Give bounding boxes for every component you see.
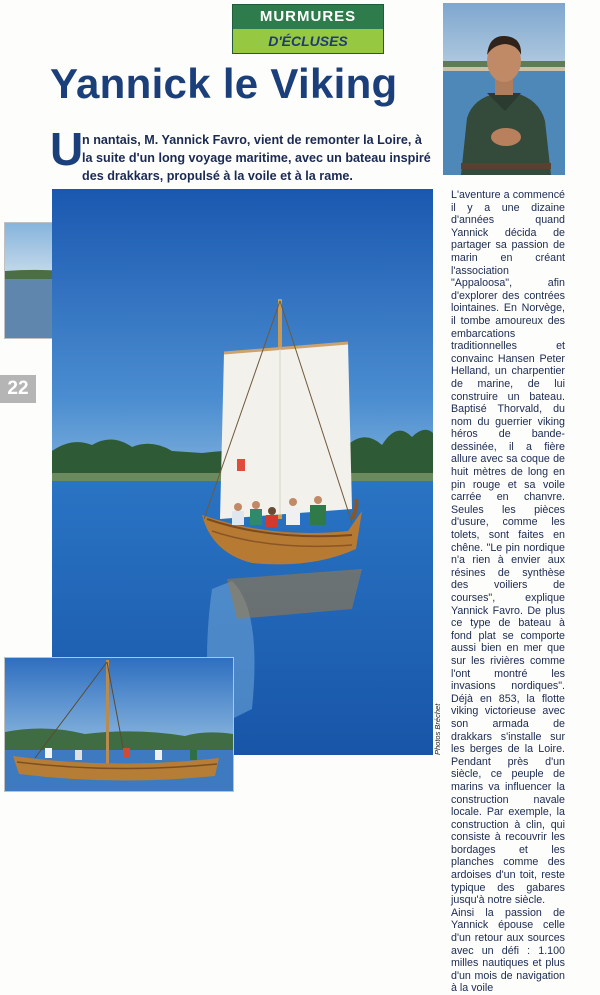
section-banner — [232, 4, 384, 54]
page-number: 22 — [0, 375, 36, 403]
article-lede: n nantais, M. Yannick Favro, vient de remonter la Loire, à la suite d'un long voyage maritime, avec un bateau inspiré des drakkars, propulsé à la voile et à la rame. — [82, 133, 431, 183]
body-paragraph-1: L'aventure a commencé il y a une dizaine d'années quand Yannick décida de partager sa passion de marin en créant l'association "Appaloosa", afin d'explorer des contrées lointaines. En Norvège, il tombe amoureux des embarcations traditionnelles et convainc Hansen Peter Helland, un charpentier de marine, de lui construire un bateau. Baptisé Thorvald, du nom du guerrier viking héros de bande-dessinée, il a fière allure avec sa coque de huit mètres de long en pin rouge et sa voile carrée en chanvre. Seules les pièces d'usure, comme les tolets, sont faites en chêne. "Le pin nordique n'a rien à envier aux résines de synthèse des voiliers de courses", explique Yannick Favro. De plus ce type de bateau à fond plat se comporte aussi bien en mer que sur les rivières comme l'ont montré les invasions nordiques". Déjà en 853, la flotte viking victorieuse avec son armada de drakkars s'installe sur les berges de la Loire. Pendant près d'un siècle, ce peuple de marins va influencer la construction navale locale. Par exemple, la construction à clin, qui consiste à recouvrir les bordages et les planches comme des ardoises d'un toit, reste typique des gabares jusqu'à notre siècle. — [451, 189, 565, 907]
sailing-photo — [4, 657, 234, 792]
article-title: Yannick le Viking — [50, 60, 398, 107]
portrait-photo — [443, 3, 565, 175]
section-title-line2: D'ÉCLUSES — [233, 29, 383, 53]
photo-credit: Photos Bréchet — [433, 703, 442, 755]
article-body — [451, 189, 565, 995]
section-title-line1: MURMURES — [233, 5, 383, 29]
body-paragraph-2: Ainsi la passion de Yannick épouse celle d'un retour aux sources avec un défi : 1.100 milles nautiques et plus d'un mois de navigation à la voile — [451, 906, 565, 995]
drop-cap: U — [50, 123, 84, 175]
